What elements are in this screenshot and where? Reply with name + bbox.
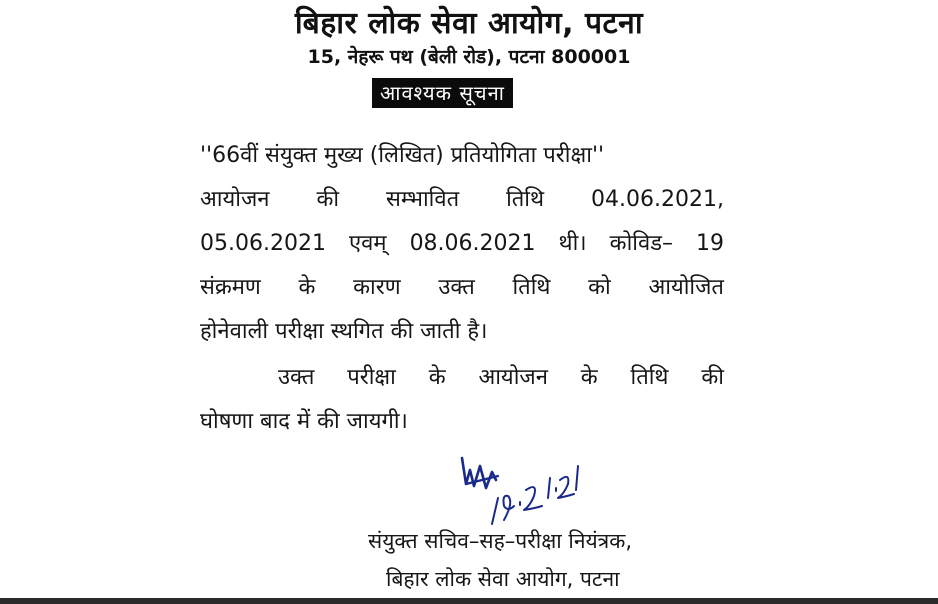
body-line: होनेवाली परीक्षा स्थगित की जाती है। xyxy=(200,319,488,344)
word: कारण xyxy=(353,275,401,300)
word: उक्त xyxy=(278,365,315,390)
page-title: बिहार लोक सेवा आयोग, पटना xyxy=(294,6,644,41)
word: आयोजन xyxy=(478,365,548,390)
word: आयोजन xyxy=(200,187,270,212)
word: की xyxy=(701,365,724,390)
word: के xyxy=(428,365,446,390)
word: की xyxy=(316,187,340,212)
word: 19 xyxy=(695,231,724,256)
body-line: घोषणा बाद में की जायगी। xyxy=(200,409,408,434)
bottom-border xyxy=(0,598,938,604)
office-address: 15, नेहरू पथ (बेली रोड), पटना 800001 xyxy=(307,46,631,68)
word: को xyxy=(588,275,611,300)
word: तिथि xyxy=(506,187,545,212)
word: उक्त xyxy=(438,275,475,300)
notice-paragraph-2 xyxy=(200,356,724,444)
date-text: 05.06.2021 xyxy=(200,231,326,256)
body-line xyxy=(200,356,724,400)
exam-name-line: ''66वीं संयुक्त मुख्य (लिखित) प्रतियोगिता परीक्षा'' xyxy=(200,143,605,168)
date-text: 08.06.2021 xyxy=(409,231,536,256)
body-line xyxy=(200,178,724,222)
body-line xyxy=(200,222,724,266)
date-text: 04.06.2021, xyxy=(591,187,724,212)
signatory-block xyxy=(368,522,632,598)
word: संक्रमण xyxy=(200,275,261,300)
notice-paragraph-1 xyxy=(200,134,724,354)
word: थी। xyxy=(558,231,587,256)
word: के xyxy=(298,275,316,300)
body-line xyxy=(200,266,724,310)
word: परीक्षा xyxy=(347,365,396,390)
word: एवम् xyxy=(348,231,387,256)
notice-label: आवश्यक सूचना xyxy=(372,78,513,108)
word: सम्भावित xyxy=(386,187,460,212)
word: कोविड– xyxy=(609,231,673,256)
word: तिथि xyxy=(512,275,551,300)
signatory-designation: संयुक्त सचिव–सह–परीक्षा नियंत्रक, xyxy=(368,529,633,553)
word: के xyxy=(580,365,598,390)
signatory-organization: बिहार लोक सेवा आयोग, पटना xyxy=(386,567,620,591)
handwritten-signature xyxy=(452,450,582,530)
word: आयोजित xyxy=(648,275,724,300)
word: तिथि xyxy=(630,365,669,390)
